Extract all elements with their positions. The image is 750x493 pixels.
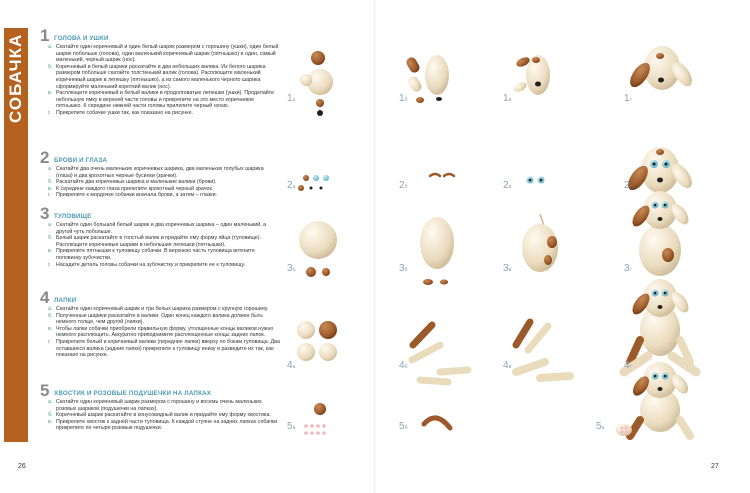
photo-4c (516, 322, 570, 378)
step-item: г. Прикрепите собачке ушки так, как показано на рисунке. (48, 109, 193, 116)
page-number-right: 27 (711, 463, 719, 470)
step-item: г. Прикрепите белый и коричневый валики (передние лапки) вверху по бокам туловища. Два оставшихся валика (задние лапки) прикрепите к туловищу внизу и разведите их так, как показано на рисунке. (48, 338, 280, 359)
step-item: г. Прикрепите к мордочке собачки вначала брови, а затем – глазки. (48, 192, 218, 199)
thumb-label-4c: 4в (503, 360, 512, 371)
section-title: ХВОСТИК И РОЗОВЫЕ ПОДУШЕЧКИ НА ЛАПКАХ (54, 390, 212, 397)
photo-5b (424, 418, 450, 428)
section-number: 1 (40, 26, 50, 45)
thumb-label-2b: 2б (399, 180, 408, 191)
thumb-label-2d: 2г (624, 180, 632, 191)
thumb-label-5b: 5б (399, 421, 408, 432)
photo-5a (304, 403, 326, 435)
step-item: б. Коричневый шарик раскатайте в конусовидный валик и придайте ему форму хвостика. (48, 412, 271, 419)
step-item: в. Прикрепите пятнышки к туловищу собачки. В верхнюю часть туловища воткните половинку зубочистки. (48, 248, 255, 261)
photo-4a (297, 321, 337, 361)
thumb-label-4b: 4б (399, 360, 408, 371)
thumb-label-3a: 3а (287, 263, 296, 274)
photo-3d (629, 191, 692, 276)
thumb-label-3b: 3б (399, 263, 408, 274)
section-title: ТУЛОВИЩЕ (54, 213, 92, 220)
thumb-label-3d: 3г (624, 263, 632, 274)
photo-4b (412, 325, 468, 382)
step-item: а. Скатайте один коричневый и один белый шарик размером с горошину (ушки), один белый шарик побольше (голова), один маленький коричневый шарик (пятнышко) и один, самый маленький, черный шарик (нос). (48, 44, 279, 64)
thumb-label-5c: 5в (596, 421, 605, 432)
thumb-label-1a: 1а (287, 93, 296, 104)
step-item: б. Полученные шарики раскатайте в валики. Один конец каждого валика должен быть немного толще, чем другой (лапки). (48, 312, 263, 326)
thumb-label-4a: 4а (287, 360, 296, 371)
photo-1c (512, 55, 550, 95)
step-item: а. Скатайте один коричневый шарик и три белых шарика размером с крупную горошину. (48, 306, 269, 312)
step-item: а. Скатайте один большой белый шарик и два коричневых шарика – один маленький, а другой чуть побольше. (48, 222, 267, 235)
step-item: в. Прикрепите хвостик к задней части туловища. К каждой ступне на задних лапках собачки прикрепите по четыре розовые подушечки. (48, 418, 278, 432)
step-item: б. Белый шарик раскатайте в толстый валик и придайте ему форму яйца (туловище). Расплющите коричневые шарики в небольшие лепешки (пятнышки). (48, 235, 261, 248)
thumb-label-2c: 2в (503, 180, 512, 191)
section-number: 5 (40, 381, 50, 400)
photo-3c (522, 214, 558, 272)
chapter-title: СОБАЧКА (6, 33, 25, 123)
step-item: в. К середине каждого глаза прилепите крохотный черный зрачок. (48, 185, 214, 192)
page-number-left: 26 (18, 463, 26, 470)
section-title: БРОВИ И ГЛАЗА (54, 157, 108, 164)
thumb-label-2a: 2а (287, 180, 296, 191)
section-number: 3 (40, 204, 50, 223)
photo-2d (624, 147, 696, 193)
step-item: г. Насадите деталь головы собачки на зубочистку и прикрепите ее к туловищу. (48, 261, 246, 268)
step-item: в. Чтобы лапки собачки приобрели правильную форму, утолщенные концы валиков нужно немного расплющить. Аккуратно приподнимите расплющенные концы задних лапок. (48, 325, 274, 339)
section-title: ГОЛОВА И УШКИ (54, 35, 109, 42)
photo-2b (430, 174, 454, 176)
step-item: б. Коричневый и белый шарики раскатайте в два небольших валика. Из белого шарика размером побольше скатайте толстенький валик (голова). Расплющите маленький коричневый шарик в лепешку (пятнышко), а из самого маленького черного шарика сформируйте маленький короткий валик (нос). (48, 63, 266, 90)
photo-1d (626, 46, 696, 90)
photo-2c (527, 177, 545, 184)
photo-1a (300, 51, 333, 116)
photo-3a (299, 221, 337, 277)
thumb-label-1d: 1г (624, 93, 632, 104)
step-item: а. Скатайте один коричневый шарик размером с горошину и восемь очень маленьких розовых шариков (подушечки на лапках). (48, 399, 262, 412)
photo-2a (298, 175, 329, 191)
step-item: б. Раскатайте два коричневых шарика в маленькие валики (брови). (48, 179, 217, 186)
photo-3b (420, 217, 454, 285)
section-number: 2 (40, 148, 50, 167)
thumb-label-5a: 5а (287, 421, 296, 432)
thumb-label-4d: 4г (624, 360, 632, 371)
step-item: а. Скатайте два очень маленьких коричневых шарика, два маленьких голубых шарика (глаза) и два крохотных черные бусинки (зрачки). (48, 166, 264, 179)
section-number: 4 (40, 288, 50, 307)
step-item: в. Расплющите коричневый и белый валики в продолговатые лепешки (ушки). Проделайте небольшую ямку в верхней части головы и прикрепите на это место коричневое пятнышко. К середине нижней части головы прилепите черный носик. (48, 90, 275, 110)
thumb-label-1c: 1в (503, 93, 512, 104)
section-title: ЛАПКИ (54, 297, 77, 304)
thumb-label-1b: 1б (399, 93, 408, 104)
photo-1b (405, 55, 449, 103)
thumb-label-3c: 3в (503, 263, 512, 274)
photo-4d (624, 279, 696, 372)
